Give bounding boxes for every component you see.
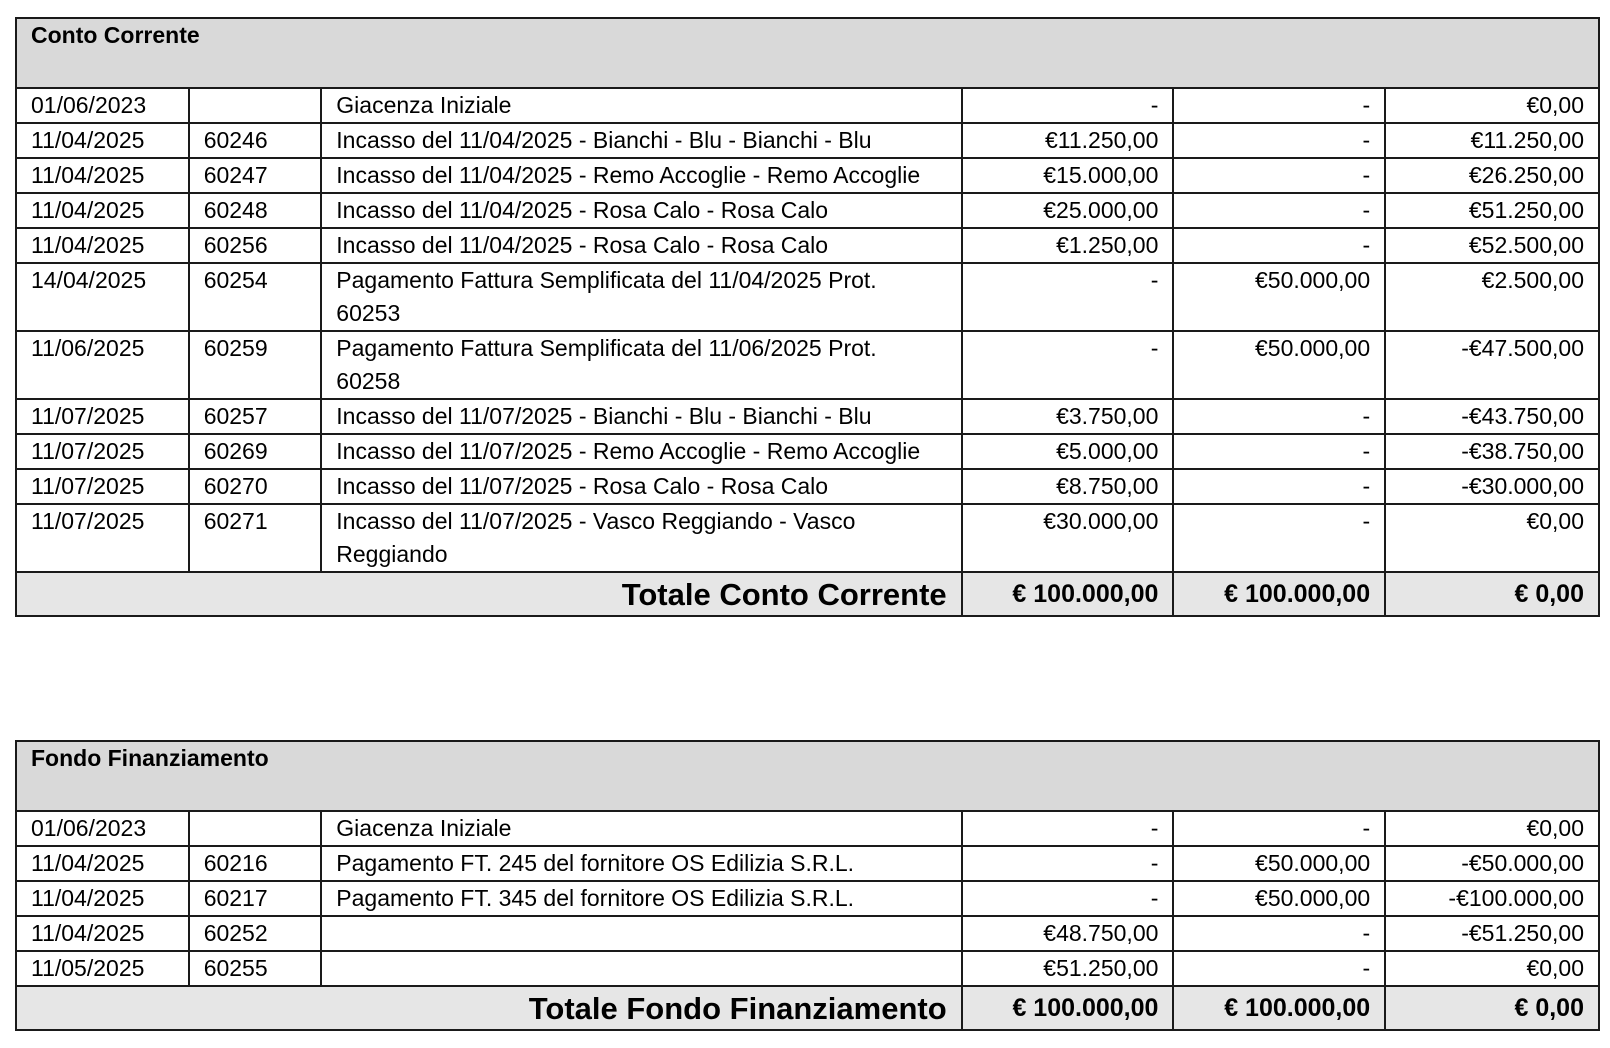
balance-cell: -€38.750,00 bbox=[1385, 434, 1599, 469]
protocol-cell: 60259 bbox=[189, 331, 322, 399]
total-label: Totale Fondo Finanziamento bbox=[16, 986, 962, 1030]
description-cell: Incasso del 11/04/2025 - Rosa Calo - Rosa Calo bbox=[321, 193, 961, 228]
debit-cell: - bbox=[962, 881, 1174, 916]
debit-cell: - bbox=[962, 331, 1174, 399]
debit-cell: - bbox=[962, 811, 1174, 846]
total-credit: € 100.000,00 bbox=[1173, 572, 1385, 616]
credit-cell: - bbox=[1173, 916, 1385, 951]
protocol-cell: 60269 bbox=[189, 434, 322, 469]
fondo-finanziamento-body bbox=[16, 741, 1599, 1030]
credit-cell: - bbox=[1173, 951, 1385, 986]
balance-cell: €2.500,00 bbox=[1385, 263, 1599, 331]
total-balance: € 0,00 bbox=[1385, 986, 1599, 1030]
description-cell bbox=[321, 916, 961, 951]
debit-cell: €25.000,00 bbox=[962, 193, 1174, 228]
balance-cell: €0,00 bbox=[1385, 951, 1599, 986]
balance-cell: €26.250,00 bbox=[1385, 158, 1599, 193]
protocol-cell: 60256 bbox=[189, 228, 322, 263]
protocol-cell bbox=[189, 811, 322, 846]
total-row bbox=[16, 986, 1599, 1030]
table-row bbox=[16, 951, 1599, 986]
table-row bbox=[16, 399, 1599, 434]
debit-cell: €51.250,00 bbox=[962, 951, 1174, 986]
description-cell bbox=[321, 951, 961, 986]
table-row bbox=[16, 811, 1599, 846]
description-cell: Pagamento Fattura Semplificata del 11/06/2025 Prot. 60258 bbox=[321, 331, 961, 399]
table-row bbox=[16, 123, 1599, 158]
date-cell: 11/04/2025 bbox=[16, 881, 189, 916]
protocol-cell: 60271 bbox=[189, 504, 322, 572]
table-row bbox=[16, 881, 1599, 916]
balance-cell: -€43.750,00 bbox=[1385, 399, 1599, 434]
date-cell: 11/04/2025 bbox=[16, 193, 189, 228]
table-row bbox=[16, 331, 1599, 399]
credit-cell: - bbox=[1173, 811, 1385, 846]
total-debit: € 100.000,00 bbox=[962, 572, 1174, 616]
conto-corrente-body bbox=[16, 18, 1599, 616]
total-row bbox=[16, 572, 1599, 616]
date-cell: 11/06/2025 bbox=[16, 331, 189, 399]
table-row bbox=[16, 469, 1599, 504]
description-cell: Incasso del 11/04/2025 - Bianchi - Blu - Bianchi - Blu bbox=[321, 123, 961, 158]
description-cell: Pagamento Fattura Semplificata del 11/04/2025 Prot. 60253 bbox=[321, 263, 961, 331]
description-cell: Incasso del 11/07/2025 - Rosa Calo - Rosa Calo bbox=[321, 469, 961, 504]
section-header-row bbox=[16, 741, 1599, 811]
table-row bbox=[16, 88, 1599, 123]
debit-cell: €30.000,00 bbox=[962, 504, 1174, 572]
description-cell: Incasso del 11/07/2025 - Vasco Reggiando - Vasco Reggiando bbox=[321, 504, 961, 572]
date-cell: 11/04/2025 bbox=[16, 123, 189, 158]
debit-cell: - bbox=[962, 263, 1174, 331]
description-cell: Incasso del 11/04/2025 - Rosa Calo - Rosa Calo bbox=[321, 228, 961, 263]
protocol-cell: 60257 bbox=[189, 399, 322, 434]
credit-cell: - bbox=[1173, 88, 1385, 123]
total-debit: € 100.000,00 bbox=[962, 986, 1174, 1030]
total-balance: € 0,00 bbox=[1385, 572, 1599, 616]
date-cell: 11/04/2025 bbox=[16, 846, 189, 881]
description-cell: Giacenza Iniziale bbox=[321, 811, 961, 846]
table-row bbox=[16, 916, 1599, 951]
credit-cell: - bbox=[1173, 158, 1385, 193]
balance-cell: -€51.250,00 bbox=[1385, 916, 1599, 951]
table-row bbox=[16, 504, 1599, 572]
credit-cell: - bbox=[1173, 434, 1385, 469]
balance-cell: €0,00 bbox=[1385, 811, 1599, 846]
debit-cell: €11.250,00 bbox=[962, 123, 1174, 158]
table-row bbox=[16, 263, 1599, 331]
table-row bbox=[16, 158, 1599, 193]
debit-cell: €48.750,00 bbox=[962, 916, 1174, 951]
date-cell: 11/04/2025 bbox=[16, 158, 189, 193]
description-cell: Pagamento FT. 245 del fornitore OS Edilizia S.R.L. bbox=[321, 846, 961, 881]
table-row bbox=[16, 193, 1599, 228]
date-cell: 11/07/2025 bbox=[16, 399, 189, 434]
protocol-cell: 60216 bbox=[189, 846, 322, 881]
table-row bbox=[16, 434, 1599, 469]
conto-corrente-table bbox=[15, 17, 1600, 617]
balance-cell: €11.250,00 bbox=[1385, 123, 1599, 158]
description-cell: Incasso del 11/04/2025 - Remo Accoglie - Remo Accoglie bbox=[321, 158, 961, 193]
balance-cell: €0,00 bbox=[1385, 504, 1599, 572]
credit-cell: - bbox=[1173, 469, 1385, 504]
protocol-cell: 60248 bbox=[189, 193, 322, 228]
credit-cell: €50.000,00 bbox=[1173, 846, 1385, 881]
debit-cell: €15.000,00 bbox=[962, 158, 1174, 193]
credit-cell: €50.000,00 bbox=[1173, 263, 1385, 331]
protocol-cell bbox=[189, 88, 322, 123]
debit-cell: €1.250,00 bbox=[962, 228, 1174, 263]
debit-cell: €3.750,00 bbox=[962, 399, 1174, 434]
date-cell: 01/06/2023 bbox=[16, 811, 189, 846]
balance-cell: €0,00 bbox=[1385, 88, 1599, 123]
balance-cell: -€100.000,00 bbox=[1385, 881, 1599, 916]
date-cell: 14/04/2025 bbox=[16, 263, 189, 331]
section-header-row bbox=[16, 18, 1599, 88]
date-cell: 11/07/2025 bbox=[16, 504, 189, 572]
credit-cell: €50.000,00 bbox=[1173, 881, 1385, 916]
debit-cell: €8.750,00 bbox=[962, 469, 1174, 504]
description-cell: Giacenza Iniziale bbox=[321, 88, 961, 123]
protocol-cell: 60270 bbox=[189, 469, 322, 504]
balance-cell: -€30.000,00 bbox=[1385, 469, 1599, 504]
credit-cell: €50.000,00 bbox=[1173, 331, 1385, 399]
protocol-cell: 60254 bbox=[189, 263, 322, 331]
table-row bbox=[16, 228, 1599, 263]
debit-cell: - bbox=[962, 88, 1174, 123]
credit-cell: - bbox=[1173, 504, 1385, 572]
description-cell: Incasso del 11/07/2025 - Remo Accoglie - Remo Accoglie bbox=[321, 434, 961, 469]
credit-cell: - bbox=[1173, 123, 1385, 158]
protocol-cell: 60252 bbox=[189, 916, 322, 951]
protocol-cell: 60217 bbox=[189, 881, 322, 916]
table-row bbox=[16, 846, 1599, 881]
credit-cell: - bbox=[1173, 228, 1385, 263]
total-label: Totale Conto Corrente bbox=[16, 572, 962, 616]
date-cell: 11/05/2025 bbox=[16, 951, 189, 986]
description-cell: Pagamento FT. 345 del fornitore OS Edilizia S.R.L. bbox=[321, 881, 961, 916]
protocol-cell: 60247 bbox=[189, 158, 322, 193]
total-credit: € 100.000,00 bbox=[1173, 986, 1385, 1030]
debit-cell: - bbox=[962, 846, 1174, 881]
section-title: Conto Corrente bbox=[16, 18, 1599, 88]
date-cell: 11/04/2025 bbox=[16, 916, 189, 951]
date-cell: 11/07/2025 bbox=[16, 469, 189, 504]
date-cell: 01/06/2023 bbox=[16, 88, 189, 123]
credit-cell: - bbox=[1173, 399, 1385, 434]
protocol-cell: 60246 bbox=[189, 123, 322, 158]
balance-cell: -€47.500,00 bbox=[1385, 331, 1599, 399]
fondo-finanziamento-table bbox=[15, 740, 1600, 1031]
description-cell: Incasso del 11/07/2025 - Bianchi - Blu - Bianchi - Blu bbox=[321, 399, 961, 434]
debit-cell: €5.000,00 bbox=[962, 434, 1174, 469]
balance-cell: -€50.000,00 bbox=[1385, 846, 1599, 881]
date-cell: 11/07/2025 bbox=[16, 434, 189, 469]
protocol-cell: 60255 bbox=[189, 951, 322, 986]
balance-cell: €52.500,00 bbox=[1385, 228, 1599, 263]
date-cell: 11/04/2025 bbox=[16, 228, 189, 263]
credit-cell: - bbox=[1173, 193, 1385, 228]
balance-cell: €51.250,00 bbox=[1385, 193, 1599, 228]
section-title: Fondo Finanziamento bbox=[16, 741, 1599, 811]
